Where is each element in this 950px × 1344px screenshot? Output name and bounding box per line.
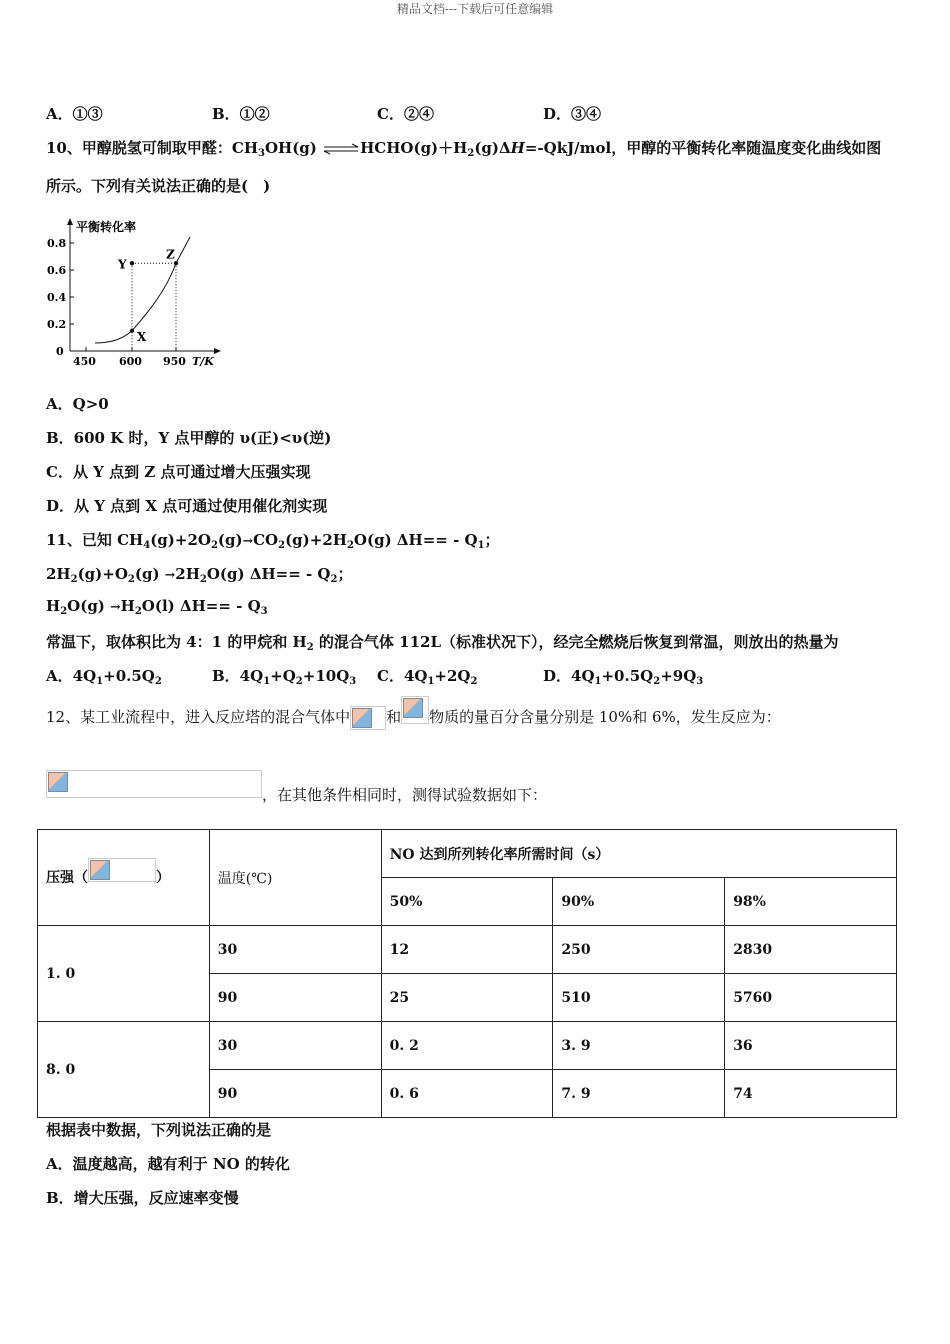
y-tick-label: 0.6: [47, 264, 67, 277]
q11-line3: $H_2O(g) \to H_2O(l)$ $\Delta H== - Q_3$: [46, 597, 268, 617]
page-header: 精品文档---下载后可任意编辑: [396, 2, 554, 16]
experiment-table: [37, 829, 897, 1118]
y-axis-arrow: [67, 218, 73, 225]
q12-option-b: B．增大压强，反应速率变慢: [46, 1189, 239, 1207]
q10-option-c: C．从 Y 点到 Z 点可通过增大压强实现: [46, 463, 311, 481]
value-cell: 5760: [725, 974, 897, 1022]
pressure-header: 压强（ ）: [38, 830, 210, 926]
pct-header: 50%: [381, 878, 553, 926]
value-cell: 250: [553, 926, 725, 974]
y-tick-label: 0.8: [47, 237, 67, 250]
q10-stem-line2: 所示。下列有关说法正确的是( ): [46, 177, 271, 195]
point-z: [174, 261, 178, 265]
q9-option-c: C．②④: [377, 105, 434, 123]
q12-after-text: 根据表中数据，下列说法正确的是: [46, 1121, 272, 1139]
temp-cell: 90: [209, 974, 381, 1022]
q12-option-a: A．温度越高，越有利于 NO 的转化: [46, 1155, 290, 1173]
value-cell: 25: [381, 974, 553, 1022]
pct-header: 98%: [725, 878, 897, 926]
value-cell: 0. 6: [381, 1070, 553, 1118]
table-row: [38, 1022, 897, 1070]
temperature-header: 温度(℃): [209, 830, 381, 926]
pct-header: 90%: [553, 878, 725, 926]
q11-line4: 常温下，取体积比为 4：1 的甲烷和 $H_2$ 的混合气体 112L（标准状况下），经完全燃烧后恢复到常温，则放出的热量为: [46, 633, 839, 653]
q11-option-d: D．$4Q_1+0.5Q_2+9Q_3$: [543, 667, 704, 687]
q11-line1: 11、已知 $CH_4(g)+2O_2(g)\to CO_2(g)+2H_2O(g)$ $\Delta H== - Q_1$；: [46, 531, 500, 551]
value-cell: 3. 9: [553, 1022, 725, 1070]
broken-image-icon: [88, 858, 156, 882]
y-tick-label: 0.4: [47, 291, 67, 304]
temp-cell: 30: [209, 926, 381, 974]
q12-stem: 12、某工业流程中，进入反应塔的混合气体中 和 物质的量百分含量分别是 10%和 6%，发生反应为：: [46, 704, 781, 732]
y-tick-label: 0.2: [47, 318, 67, 331]
q12-reaction-line: ，在其他条件相同时，测得试验数据如下：: [46, 770, 547, 798]
conversion-chart: [40, 213, 230, 373]
q11-option-a: A．$4Q_1+0.5Q_2$: [46, 667, 162, 687]
q10-stem: 10、甲醇脱氢可制取甲醛：$CH_3OH(g)$ $HCHO(g)+H_2(g)\Delta H=-QkJ$/mol，甲醇的平衡转化率随温度变化曲线如图: [46, 139, 882, 159]
point-y: [130, 261, 134, 265]
pressure-cell: 8. 0: [38, 1022, 210, 1118]
y-axis-label: 平衡转化率: [76, 220, 137, 234]
value-cell: 7. 9: [553, 1070, 725, 1118]
table-row: [38, 926, 897, 974]
q9-option-b: B．①②: [212, 105, 270, 123]
q9-option-a: A．①③: [46, 105, 103, 123]
x-tick-label: 450: [73, 355, 96, 368]
value-cell: 510: [553, 974, 725, 1022]
pressure-cell: 1. 0: [38, 926, 210, 1022]
q10-option-a: A．Q>0: [46, 395, 109, 413]
broken-image-icon: [401, 696, 429, 724]
temp-cell: 90: [209, 1070, 381, 1118]
point-label: Y: [118, 257, 127, 272]
x-axis-label: T/K: [192, 355, 214, 368]
q11-option-c: C．$4Q_1+2Q_2$: [377, 667, 478, 687]
value-cell: 12: [381, 926, 553, 974]
q10-option-b: B．600 K 时，Y 点甲醇的 υ(正)<υ(逆): [46, 429, 332, 447]
equilibrium-arrow-icon: [322, 143, 360, 155]
value-cell: 36: [725, 1022, 897, 1070]
q11-line2: $2H_2(g)+O_2(g) \to 2H_2O(g)$ $\Delta H== - Q_2$；: [46, 565, 353, 585]
time-header: NO 达到所列转化率所需时间（s）: [381, 830, 896, 878]
point-x: [130, 329, 134, 333]
temp-cell: 30: [209, 1022, 381, 1070]
value-cell: 74: [725, 1070, 897, 1118]
q10-option-d: D．从 Y 点到 X 点可通过使用催化剂实现: [46, 497, 328, 515]
q11-option-b: B．$4Q_1+Q_2+10Q_3$: [212, 667, 357, 687]
broken-image-icon: [350, 706, 386, 730]
x-tick-label: 950: [163, 355, 186, 368]
value-cell: 2830: [725, 926, 897, 974]
point-label: X: [137, 329, 147, 344]
x-tick-label: 600: [119, 355, 142, 368]
x-axis-arrow: [214, 348, 221, 354]
value-cell: 0. 2: [381, 1022, 553, 1070]
broken-image-icon: [46, 770, 262, 798]
origin-label: 0: [56, 345, 64, 358]
point-label: Z: [166, 247, 175, 262]
q9-option-d: D．③④: [543, 105, 602, 123]
